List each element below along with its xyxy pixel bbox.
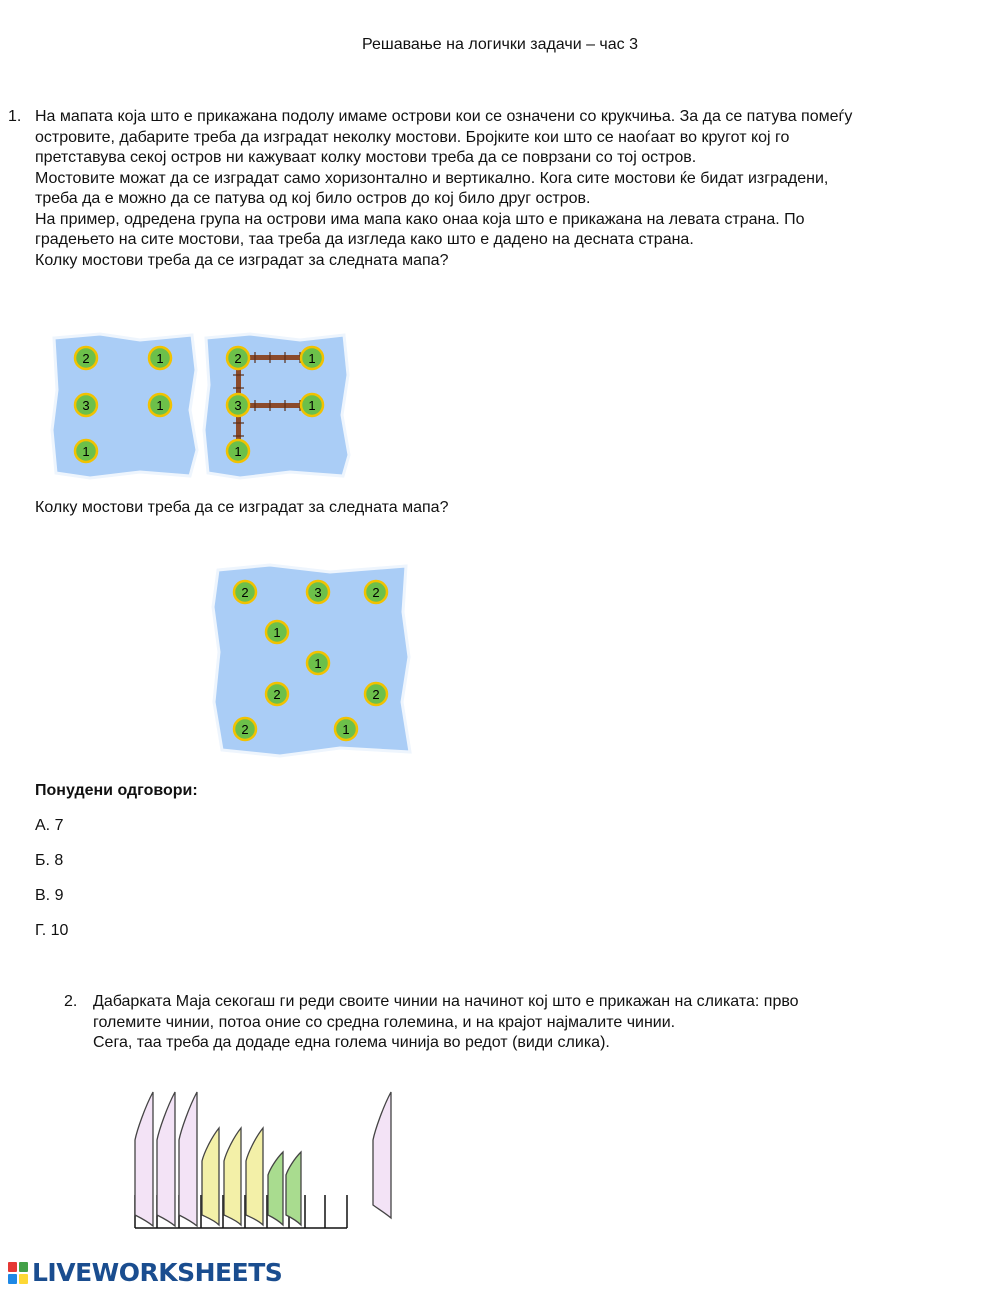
example-maps	[50, 330, 355, 480]
island	[234, 581, 256, 603]
island	[365, 581, 387, 603]
small-plate	[286, 1152, 301, 1225]
svg-text:1: 1	[82, 444, 90, 459]
island	[266, 621, 288, 643]
medium-plate	[202, 1128, 219, 1225]
island	[75, 440, 97, 462]
large-plate	[135, 1092, 153, 1226]
task1-line: Мостовите можат да се изградат само хоризонтално и вертикално. Кога сите мостови ќе бидат изградени,	[35, 169, 829, 187]
svg-text:1: 1	[308, 351, 316, 366]
task2-line: големите чинии, потоа оние со средна големина, и на крајот најмалите чинии.	[93, 1013, 676, 1031]
medium-plate	[224, 1128, 241, 1225]
island	[227, 347, 249, 369]
task1-text	[35, 107, 852, 271]
task1-line: градењето на сите мостови, таа треба да изгледа како што е дадено на десната страна.	[35, 231, 694, 248]
large-plates	[135, 1092, 197, 1226]
large-plate	[157, 1092, 175, 1226]
svg-text:2: 2	[241, 722, 249, 737]
svg-text:1: 1	[314, 656, 322, 671]
svg-text:3: 3	[314, 585, 322, 600]
task1-line: островите, дабарите треба да изградат неколку мостови. Бројките кои што се наоѓаат во кругот кој го	[35, 128, 790, 146]
svg-text:2: 2	[82, 351, 90, 366]
new-large-plate	[373, 1092, 391, 1218]
example-map-left-water	[52, 334, 197, 478]
svg-text:1: 1	[273, 625, 281, 640]
island	[335, 718, 357, 740]
svg-text:3: 3	[234, 398, 242, 413]
svg-text:1: 1	[156, 351, 164, 366]
task2-line: Сега, таа треба да додаде една голема чинија во редот (види слика).	[93, 1034, 610, 1051]
island	[149, 347, 171, 369]
svg-text:2: 2	[234, 351, 242, 366]
svg-text:3: 3	[82, 398, 90, 413]
svg-text:2: 2	[241, 585, 249, 600]
brand-name: LIVEWORKSHEETS	[32, 1258, 283, 1287]
medium-plates	[202, 1128, 263, 1225]
island	[227, 440, 249, 462]
task2-line: Дабарката Маја секогаш ги реди своите чинии на начинот кој што е прикажан на сликата: прво	[93, 993, 799, 1010]
option-d[interactable]: Г. 10	[35, 922, 69, 939]
task1-line: На мапата која што е прикажана подолу имаме острови кои се означени со крукчиња. За да се патува помеѓу	[35, 108, 853, 125]
svg-text:1: 1	[156, 398, 164, 413]
island	[75, 347, 97, 369]
page-title: Решавање на логички задачи – час 3	[361, 36, 638, 53]
small-plates	[268, 1152, 301, 1225]
task1-line: треба да е можно да се патува од кој било остров до кој било друг остров.	[35, 190, 591, 207]
svg-text:1: 1	[308, 398, 316, 413]
svg-text:2: 2	[372, 585, 380, 600]
island	[266, 683, 288, 705]
option-c[interactable]: В. 9	[35, 887, 64, 904]
task2-text	[93, 992, 799, 1054]
svg-text:1: 1	[234, 444, 242, 459]
svg-text:1: 1	[342, 722, 350, 737]
options-label: Понудени одговори:	[35, 782, 198, 799]
island	[307, 581, 329, 603]
task1-number: 1.	[8, 108, 22, 125]
option-b[interactable]: Б. 8	[35, 852, 64, 869]
task2-number: 2.	[64, 993, 78, 1010]
liveworksheets-logo-icon	[8, 1262, 28, 1284]
task1-line: претставува секој остров ни кажуваат колку мостови треба да се поврзани со тој остров.	[35, 149, 697, 166]
svg-text:2: 2	[273, 687, 281, 702]
small-plate	[268, 1152, 283, 1225]
island	[234, 718, 256, 740]
island	[149, 394, 171, 416]
island	[227, 394, 249, 416]
puzzle-map	[210, 562, 415, 762]
island	[301, 394, 323, 416]
task1-line: На пример, одредена група на острови има мапа како онаа која што е прикажана на левата страна. По	[35, 210, 805, 228]
footer-brand	[8, 1258, 282, 1287]
medium-plate	[246, 1128, 263, 1225]
task1-question: Колку мостови треба да се изградат за следната мапа?	[35, 499, 449, 516]
task1-line: Колку мостови треба да се изградат за следната мапа?	[35, 251, 449, 269]
island	[307, 652, 329, 674]
option-a[interactable]: А. 7	[35, 817, 64, 834]
island	[365, 683, 387, 705]
plates-illustration	[125, 1085, 405, 1233]
large-plate	[179, 1092, 197, 1226]
island	[301, 347, 323, 369]
svg-text:2: 2	[372, 687, 380, 702]
island	[75, 394, 97, 416]
